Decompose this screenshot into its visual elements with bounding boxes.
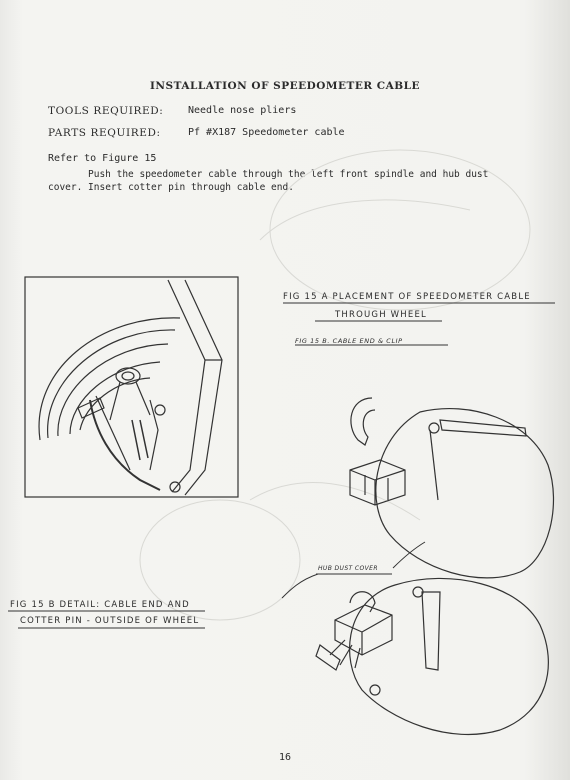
background-ghost-drawing [140,150,530,620]
figure-reference: Refer to Figure 15 [48,153,157,164]
fig-15b-lower-hub-cover [316,578,548,734]
fig-15b-detail-caption-line2: COTTER PIN - OUTSIDE OF WHEEL [20,616,200,626]
instruction-paragraph: Push the speedometer cable through the left front spindle and hub dust cover. Insert cotter pin through cable end. [48,169,489,193]
fig-15a-wheel-drawing [25,277,238,497]
hub-dust-cover-label: HUB DUST COVER [318,565,378,572]
fig-15b-detail-caption-line1: FIG 15 B DETAIL: CABLE END AND [10,600,190,610]
fig-15a-caption-line1: FIG 15 A PLACEMENT OF SPEEDOMETER CABLE [283,292,531,302]
tools-required-value: Needle nose pliers [188,105,297,116]
page-number: 16 [278,752,292,763]
fig-15a-caption-line2: THROUGH WHEEL [335,310,427,320]
caption-underlines [8,303,555,628]
parts-required-value: Pf #X187 Speedometer cable [188,127,345,138]
fig-15b-short-caption: FIG 15 B. CABLE END & CLIP [295,337,403,345]
tools-required-label: TOOLS REQUIRED: [48,105,164,117]
fig-15b-upper-hub-cover [350,398,553,578]
page-title: INSTALLATION OF SPEEDOMETER CABLE [149,80,421,92]
parts-required-label: PARTS REQUIRED: [48,127,161,139]
